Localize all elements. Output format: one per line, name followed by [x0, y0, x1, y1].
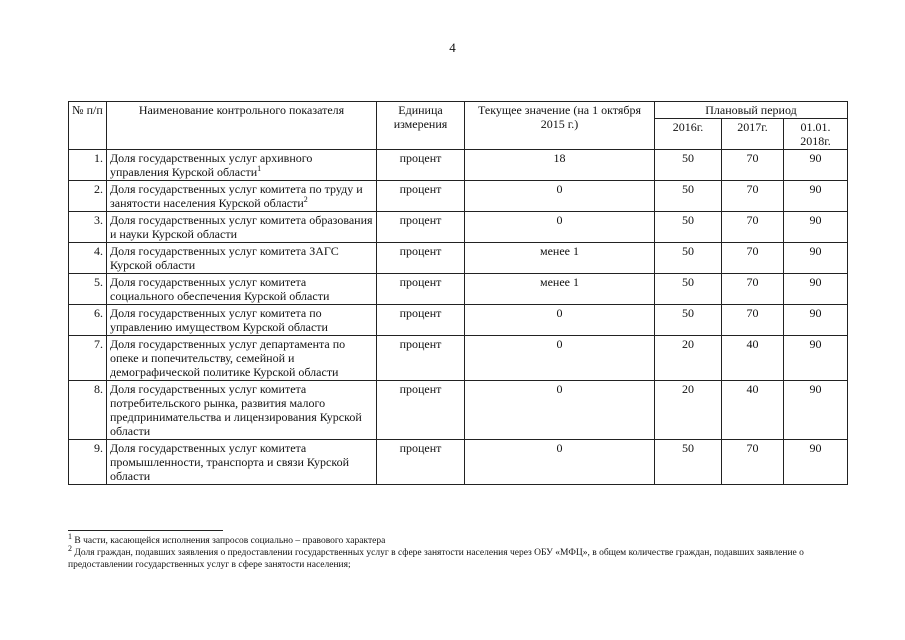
current-value-cell [465, 181, 655, 212]
row-number [69, 305, 107, 336]
plan-2016-cell [655, 150, 722, 181]
unit-cell [377, 150, 465, 181]
plan-2016-cell-text: 50 [682, 244, 694, 258]
indicator-name [107, 243, 377, 274]
plan-2017-cell-text: 70 [746, 275, 759, 289]
header-current: Текущее значение (на 1 октября 2015 г.) [465, 102, 655, 150]
row-number [69, 150, 107, 181]
row-number-text: 3. [94, 213, 103, 227]
page-number: 4 [449, 40, 456, 55]
plan-2017-cell [722, 440, 784, 485]
plan-2017-cell-text: 70 [746, 182, 759, 196]
header-name: Наименование контрольного показателя [107, 102, 377, 150]
indicator-name-text: Доля государственных услуг комитета образования и науки Курской области [110, 213, 373, 241]
unit-cell-text: процент [399, 382, 442, 396]
plan-2018-cell [784, 305, 848, 336]
plan-2017-cell [722, 212, 784, 243]
row-number [69, 336, 107, 381]
indicator-name [107, 336, 377, 381]
row-number-text: 5. [94, 275, 103, 289]
row-number [69, 274, 107, 305]
plan-2017-cell [722, 381, 784, 440]
table-row [69, 336, 848, 381]
plan-2016-cell [655, 440, 722, 485]
table-row [69, 243, 848, 274]
indicator-name-text: Доля государственных услуг архивного управления Курской области [110, 151, 313, 179]
plan-2018-cell [784, 212, 848, 243]
plan-2016-cell-text: 50 [682, 182, 694, 196]
indicator-name [107, 150, 377, 181]
plan-2018-cell-text: 90 [809, 337, 822, 351]
plan-2017-cell-text: 70 [746, 306, 759, 320]
current-value-cell [465, 212, 655, 243]
current-value-cell-text: 0 [556, 337, 563, 351]
unit-cell-text: процент [399, 244, 442, 258]
header-num: № п/п [69, 102, 107, 150]
plan-2016-cell-text: 50 [682, 306, 694, 320]
current-value-cell [465, 336, 655, 381]
indicator-name-text: Доля государственных услуг комитета ЗАГС Курской области [110, 244, 339, 272]
current-value-cell-text: 0 [556, 306, 563, 320]
current-value-cell-text: 18 [553, 151, 566, 165]
plan-2016-cell-text: 50 [682, 275, 694, 289]
plan-2016-cell-text: 50 [682, 213, 694, 227]
plan-2016-cell [655, 243, 722, 274]
plan-2016-cell [655, 305, 722, 336]
table-row [69, 274, 848, 305]
plan-2018-cell-text: 90 [809, 275, 822, 289]
plan-2018-cell [784, 381, 848, 440]
unit-cell [377, 381, 465, 440]
plan-2017-cell-text: 70 [746, 441, 759, 455]
indicator-name-text: Доля государственных услуг комитета социального обеспечения Курской области [110, 275, 330, 303]
header-2017: 2017г. [722, 119, 784, 150]
plan-2018-cell-text: 90 [809, 182, 822, 196]
plan-2016-cell [655, 381, 722, 440]
unit-cell-text: процент [399, 441, 442, 455]
unit-cell-text: процент [399, 275, 442, 289]
table-row [69, 150, 848, 181]
plan-2016-cell [655, 212, 722, 243]
plan-2018-cell [784, 440, 848, 485]
row-number-text: 1. [94, 151, 103, 165]
unit-cell-text: процент [399, 182, 442, 196]
current-value-cell-text: менее 1 [540, 244, 579, 258]
row-number [69, 212, 107, 243]
plan-2017-cell [722, 305, 784, 336]
footnotes [68, 531, 858, 571]
plan-2017-cell-text: 40 [746, 337, 759, 351]
table-row [69, 181, 848, 212]
footnote-1-mark: 1 [68, 531, 72, 541]
unit-cell-text: процент [399, 151, 442, 165]
indicator-name-text: Доля государственных услуг комитета по управлению имуществом Курской области [110, 306, 328, 334]
plan-2016-cell [655, 274, 722, 305]
plan-2018-cell [784, 274, 848, 305]
row-number-text: 2. [94, 182, 103, 196]
current-value-cell-text: менее 1 [540, 275, 579, 289]
indicator-name [107, 305, 377, 336]
current-value-cell [465, 243, 655, 274]
plan-2016-cell-text: 20 [682, 382, 694, 396]
footnote-1-text: В части, касающейся исполнения запросов социально – правового характера [74, 536, 386, 546]
unit-cell [377, 212, 465, 243]
indicator-name [107, 440, 377, 485]
plan-2017-cell-text: 70 [746, 151, 759, 165]
indicator-name [107, 381, 377, 440]
plan-2017-cell-text: 40 [746, 382, 759, 396]
current-value-cell [465, 274, 655, 305]
indicator-name-text: Доля государственных услуг департамента по опеке и попечительству, семейной и демографической политике Курской области [110, 337, 346, 379]
indicator-name-text: Доля государственных услуг комитета по труду и занятости населения Курской области [110, 182, 363, 210]
row-number [69, 181, 107, 212]
indicators-table [68, 101, 848, 485]
plan-2018-cell [784, 243, 848, 274]
current-value-cell-text: 0 [556, 213, 563, 227]
table-row [69, 212, 848, 243]
plan-2017-cell [722, 243, 784, 274]
footnote-reference: 2 [303, 195, 308, 204]
header-row-1 [69, 102, 848, 119]
indicator-name [107, 274, 377, 305]
unit-cell [377, 181, 465, 212]
plan-2016-cell-text: 50 [682, 151, 694, 165]
current-value-cell [465, 150, 655, 181]
table-row [69, 305, 848, 336]
row-number [69, 243, 107, 274]
plan-2018-cell-text: 90 [809, 244, 822, 258]
current-value-cell-text: 0 [556, 441, 563, 455]
row-number-text: 4. [94, 244, 103, 258]
row-number-text: 7. [94, 337, 103, 351]
plan-2017-cell-text: 70 [746, 244, 759, 258]
row-number [69, 440, 107, 485]
header-planned: Плановый период [655, 102, 848, 119]
footnote-1 [68, 531, 858, 547]
unit-cell [377, 243, 465, 274]
current-value-cell [465, 440, 655, 485]
row-number [69, 381, 107, 440]
indicator-name-text: Доля государственных услуг комитета потребительского рынка, развития малого предпринимательства и лицензирования Курской области [110, 382, 362, 438]
current-value-cell-text: 0 [556, 382, 563, 396]
plan-2018-cell-text: 90 [809, 441, 822, 455]
plan-2018-cell-text: 90 [809, 306, 822, 320]
table-row [69, 381, 848, 440]
header-unit: Единица измерения [377, 102, 465, 150]
footnote-reference: 1 [257, 164, 262, 173]
plan-2017-cell [722, 150, 784, 181]
footnote-2-text: Доля граждан, подавших заявления о предоставлении государственных услуг в сфере занятости населения через ОБУ «МФЦ», в общем количестве граждан, подавших заявление о предоставлении государственных услуг в сфере занятости населения; [68, 548, 804, 570]
row-number-text: 8. [94, 382, 103, 396]
unit-cell [377, 440, 465, 485]
plan-2016-cell [655, 336, 722, 381]
plan-2016-cell [655, 181, 722, 212]
current-value-cell [465, 305, 655, 336]
footnote-2 [68, 543, 858, 571]
plan-2018-cell [784, 150, 848, 181]
indicator-name [107, 181, 377, 212]
plan-2017-cell [722, 181, 784, 212]
unit-cell-text: процент [399, 337, 442, 351]
row-number-text: 9. [94, 441, 103, 455]
plan-2017-cell-text: 70 [746, 213, 759, 227]
plan-2018-cell-text: 90 [809, 382, 822, 396]
unit-cell [377, 274, 465, 305]
plan-2017-cell [722, 274, 784, 305]
row-number-text: 6. [94, 306, 103, 320]
plan-2017-cell [722, 336, 784, 381]
header-2018: 01.01. 2018г. [784, 119, 848, 150]
unit-cell-text: процент [399, 213, 442, 227]
header-2016: 2016г. [655, 119, 722, 150]
plan-2018-cell [784, 336, 848, 381]
plan-2016-cell-text: 20 [682, 337, 694, 351]
unit-cell-text: процент [399, 306, 442, 320]
unit-cell [377, 336, 465, 381]
current-value-cell-text: 0 [556, 182, 563, 196]
plan-2018-cell-text: 90 [809, 213, 822, 227]
table-row [69, 440, 848, 485]
indicator-name-text: Доля государственных услуг комитета промышленности, транспорта и связи Курской области [110, 441, 349, 483]
current-value-cell [465, 381, 655, 440]
indicator-name [107, 212, 377, 243]
unit-cell [377, 305, 465, 336]
plan-2018-cell [784, 181, 848, 212]
plan-2016-cell-text: 50 [682, 441, 694, 455]
footnote-2-mark: 2 [68, 543, 72, 553]
footnote-divider [68, 530, 223, 531]
plan-2018-cell-text: 90 [809, 151, 822, 165]
